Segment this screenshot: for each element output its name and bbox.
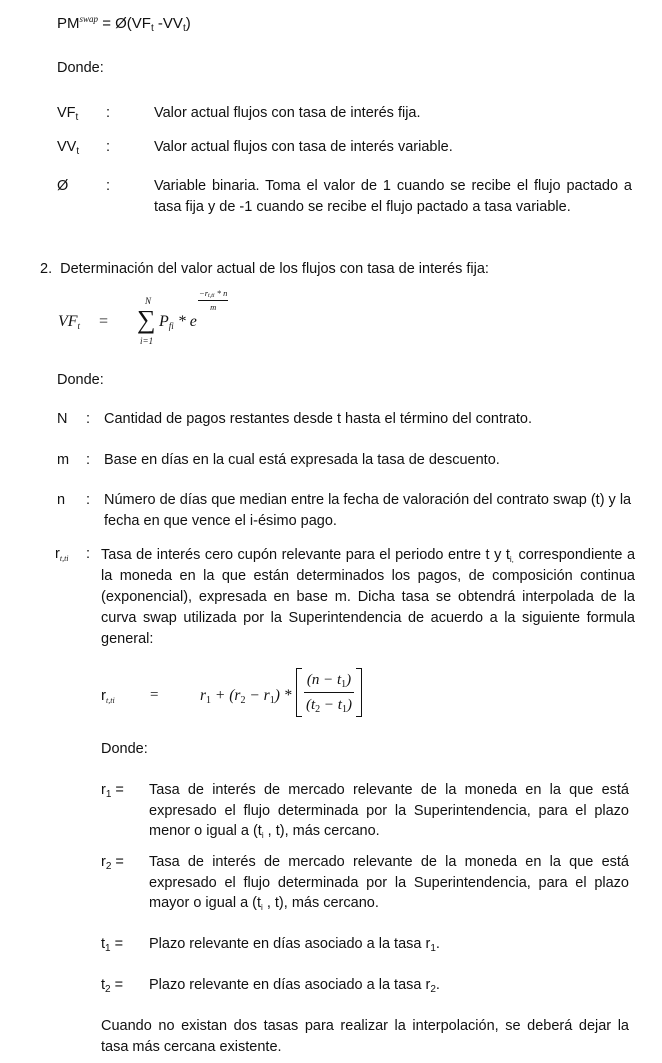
sub: 2 bbox=[240, 695, 246, 706]
def-symbol: t bbox=[101, 936, 106, 952]
formula-vf-symbol: VF bbox=[58, 313, 78, 330]
formula-pm-equals: = bbox=[102, 15, 111, 32]
closing-paragraph: Cuando no existan dos tasas para realizar la interpolación, se deberá dejar la tasa más cercana existente. bbox=[101, 1018, 629, 1055]
formula-vf-lhs bbox=[58, 313, 80, 331]
sigma-top: N bbox=[145, 296, 152, 306]
section-number: 2. bbox=[40, 261, 53, 277]
rhs-minus-r1: − r bbox=[245, 687, 270, 704]
formula-pm-rhs: Ø(VF bbox=[115, 15, 151, 32]
def-text-tail: , t), más cercano. bbox=[263, 823, 380, 839]
exponent-numerator bbox=[198, 288, 228, 301]
def-text-t1 bbox=[149, 936, 440, 952]
def-text: Plazo relevante en días asociado a la tasa r bbox=[149, 936, 431, 952]
formula-pm-mid: -VV bbox=[153, 15, 183, 32]
def-symbol: r bbox=[101, 854, 106, 870]
den-minus: − t bbox=[320, 697, 342, 713]
formula-vf-equals: = bbox=[98, 313, 109, 330]
sub: t bbox=[75, 112, 79, 123]
sub: t bbox=[182, 23, 186, 34]
def-text: Tasa de interés de mercado relevante de la moneda en la que está expresado el flujo determinada por la Superintendencia, para el plazo menor o igual a (t bbox=[149, 782, 629, 839]
def-eq: = bbox=[110, 936, 124, 952]
formula-pm-suffix: ) bbox=[185, 15, 191, 32]
def-symbol: r bbox=[101, 782, 106, 798]
sub: i bbox=[261, 831, 264, 840]
exp-num: −r bbox=[199, 288, 209, 298]
def-text: Valor actual flujos con tasa de interés fija. bbox=[154, 105, 421, 121]
def-symbol-n-upper: N bbox=[57, 411, 68, 427]
formula-pm-sup: swap bbox=[79, 14, 99, 24]
def-symbol-m: m bbox=[57, 452, 70, 468]
sub: 1 bbox=[341, 704, 347, 715]
sub: 2 bbox=[105, 861, 112, 872]
def-colon: : bbox=[86, 452, 91, 468]
def-colon: : bbox=[106, 105, 111, 121]
sub: t,ti bbox=[59, 554, 69, 563]
sub: fi bbox=[168, 321, 174, 331]
def-text-r1 bbox=[149, 780, 629, 842]
def-text-tail: , t), más cercano. bbox=[262, 895, 379, 911]
def-text: Número de días que median entre la fecha de valoración del contrato swap (t) y la fecha en que vence el i-ésimo pago. bbox=[104, 492, 632, 529]
def-symbol: r bbox=[55, 546, 60, 562]
exp-num-tail: * n bbox=[214, 288, 228, 298]
right-bracket bbox=[356, 668, 362, 717]
def-symbol-r bbox=[55, 546, 69, 562]
sub: 1 bbox=[341, 679, 347, 690]
sub: t bbox=[150, 23, 154, 34]
def-symbol-n: n bbox=[57, 492, 66, 508]
def-colon: : bbox=[106, 178, 111, 194]
def-text: Tasa de interés de mercado relevante de la moneda en la que está expresado el flujo determinada por la Superintendencia, para el plazo mayor o igual a (t bbox=[149, 854, 629, 911]
def-symbol: VV bbox=[57, 139, 77, 155]
sub: 1 bbox=[206, 695, 212, 706]
sub: 2 bbox=[105, 984, 111, 995]
sub: 2 bbox=[430, 984, 436, 995]
def-text-tail: . bbox=[435, 977, 440, 993]
def-text: Plazo relevante en días asociado a la tasa r bbox=[149, 977, 431, 993]
def-colon: : bbox=[86, 546, 91, 562]
section-2-heading bbox=[40, 261, 489, 277]
def-eq: = bbox=[111, 854, 124, 870]
def-text-tail: . bbox=[435, 936, 440, 952]
definition-vf bbox=[57, 105, 78, 121]
def-text-r2 bbox=[149, 852, 629, 914]
donde-label-1: Donde: bbox=[57, 60, 104, 76]
num-close: ) bbox=[346, 672, 352, 688]
def-eq: = bbox=[111, 782, 124, 798]
sub: t,ti bbox=[208, 293, 215, 299]
formula-r-lhs bbox=[101, 687, 115, 704]
exponent-denominator: m bbox=[210, 302, 217, 312]
formula-r-symbol: r bbox=[101, 687, 106, 704]
def-symbol-r1 bbox=[101, 782, 124, 798]
sub: 1 bbox=[430, 943, 436, 954]
definition-phi: Ø bbox=[57, 178, 69, 194]
formula-pm-swap bbox=[57, 15, 191, 32]
definition-vv bbox=[57, 139, 79, 155]
formula-r-rhs bbox=[200, 687, 292, 705]
sub: t,ti bbox=[106, 696, 115, 705]
den-close: ) bbox=[346, 697, 352, 713]
exponent-fraction bbox=[198, 288, 228, 313]
sub: 1 bbox=[269, 695, 275, 706]
section-title: Determinación del valor actual de los flujos con tasa de interés fija: bbox=[60, 261, 489, 277]
def-symbol-t2 bbox=[101, 977, 123, 993]
def-colon: : bbox=[86, 411, 91, 427]
rhs-times: ) * bbox=[274, 687, 292, 704]
def-text: Variable binaria. Toma el valor de 1 cuando se recibe el flujo pactado a tasa fija y de -1 cuando se recibe el flujo pactado a tasa variable. bbox=[154, 178, 632, 215]
sub: 1 bbox=[105, 789, 112, 800]
sub: t bbox=[76, 146, 80, 157]
def-symbol-r2 bbox=[101, 854, 124, 870]
def-symbol-t1 bbox=[101, 936, 123, 952]
sub: 1 bbox=[105, 943, 111, 954]
donde-label-2: Donde: bbox=[57, 372, 104, 388]
def-text-t2 bbox=[149, 977, 440, 993]
sub: t bbox=[77, 321, 81, 331]
def-eq: = bbox=[110, 977, 124, 993]
def-r-text bbox=[101, 545, 635, 650]
rhs-r2-open: + (r bbox=[211, 687, 241, 704]
num-text: (n − t bbox=[306, 672, 342, 688]
fraction-denominator bbox=[303, 693, 355, 715]
term-p: P bbox=[159, 313, 169, 330]
sub: i bbox=[261, 903, 263, 912]
formula-vf-term bbox=[159, 313, 197, 331]
def-symbol: VF bbox=[57, 105, 76, 121]
sigma-symbol: ∑ bbox=[137, 305, 156, 334]
def-text: Cantidad de pagos restantes desde t hasta el término del contrato. bbox=[104, 411, 533, 427]
def-text: Base en días en la cual está expresada la tasa de descuento. bbox=[104, 452, 500, 468]
fraction-numerator bbox=[304, 670, 354, 693]
def-r-text-first: Tasa de interés cero cupón relevante para el periodo entre t y t bbox=[101, 547, 510, 563]
def-symbol: t bbox=[101, 977, 106, 993]
formula-r-equals: = bbox=[150, 687, 159, 703]
def-colon: : bbox=[86, 492, 91, 508]
sigma-bottom: i=1 bbox=[140, 336, 154, 346]
def-text: Valor actual flujos con tasa de interés variable. bbox=[154, 139, 453, 155]
term-exp-base: * e bbox=[173, 313, 197, 330]
def-r-text-rest: correspondiente a la moneda en la que están determinados los pagos, de composición continua (exponencial), expresada en base m. Dicha tasa se obtendrá interpolada de la curva swap utilizada por la Superintendencia de acuerdo a la siguiente formula general: bbox=[101, 547, 636, 647]
den-open: (t bbox=[306, 697, 316, 713]
def-colon: : bbox=[106, 139, 111, 155]
fraction bbox=[302, 668, 356, 717]
donde-label-3: Donde: bbox=[101, 741, 148, 757]
sub: i, bbox=[509, 555, 514, 564]
sub: 2 bbox=[315, 704, 321, 715]
rhs-r1: r bbox=[200, 687, 207, 704]
formula-r-bracket bbox=[296, 668, 362, 717]
formula-pm-lhs: PM bbox=[57, 15, 80, 32]
